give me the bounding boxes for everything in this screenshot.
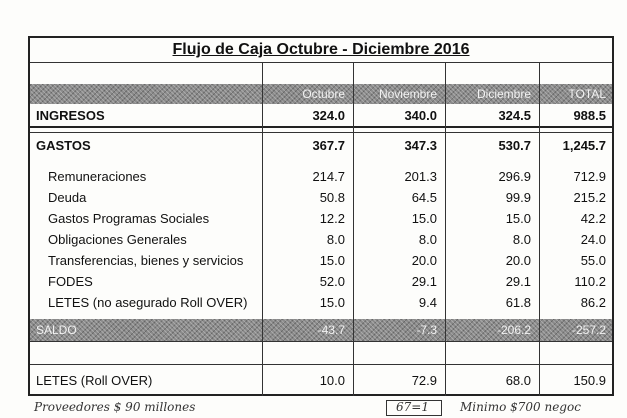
ingresos-row: [30, 104, 612, 126]
cell-value: 324.5: [498, 107, 531, 123]
row-label: Remuneraciones: [48, 169, 147, 184]
cell-value: 15.0: [411, 211, 437, 226]
cell-value: 1,245.7: [562, 137, 606, 153]
cell-value: 61.8: [505, 295, 531, 310]
handwritten-note: Proveedores $ 90 millones: [34, 400, 196, 414]
row-label: LETES (Roll OVER): [36, 372, 153, 388]
handwritten-note: Minimo $700 negoc: [460, 400, 581, 414]
cell-value: -7.3: [416, 323, 437, 337]
cell-value: 8.0: [326, 232, 345, 247]
cell-value: 99.9: [505, 190, 531, 205]
cell-value: 15.0: [319, 253, 345, 268]
cell-value: 340.0: [404, 107, 437, 123]
cell-value: 24.0: [580, 232, 606, 247]
row-label: Deuda: [48, 190, 87, 205]
cell-value: 15.0: [505, 211, 531, 226]
cell-value: 42.2: [580, 211, 606, 226]
col-header-total: TOTAL: [568, 87, 606, 101]
gastos-row: [30, 134, 612, 156]
cell-value: 296.9: [498, 169, 531, 184]
cell-value: 55.0: [580, 253, 606, 268]
table-row: [30, 292, 612, 313]
col-header-diciembre: Diciembre: [476, 87, 531, 101]
cell-value: 68.0: [505, 372, 531, 388]
cell-value: 214.7: [312, 169, 345, 184]
table-row: [30, 271, 612, 292]
cell-value: -206.2: [496, 323, 531, 337]
cash-flow-table: [28, 36, 614, 396]
cell-value: 712.9: [573, 169, 606, 184]
cell-value: 86.2: [580, 295, 606, 310]
saldo-row: [30, 319, 612, 341]
cell-value: 8.0: [418, 232, 437, 247]
cell-value: 110.2: [574, 274, 606, 289]
cell-value: -43.7: [317, 323, 345, 337]
cell-value: 64.5: [411, 190, 437, 205]
cell-value: 347.3: [404, 137, 437, 153]
row-label: LETES (no asegurado Roll OVER): [48, 295, 248, 310]
table-title: Flujo de Caja Octubre - Diciembre 2016: [30, 38, 612, 63]
cell-value: 324.0: [312, 107, 345, 123]
letes-roll-row: [30, 369, 612, 391]
cell-value: 52.0: [319, 274, 345, 289]
cell-value: 50.8: [319, 190, 345, 205]
cell-value: 20.0: [411, 253, 437, 268]
cell-value: 367.7: [312, 137, 345, 153]
cell-value: 29.1: [411, 274, 437, 289]
table-row: [30, 208, 612, 229]
cell-value: 8.0: [512, 232, 531, 247]
cell-value: 201.3: [404, 169, 437, 184]
cell-value: 215.2: [573, 190, 606, 205]
col-header-octubre: Octubre: [302, 87, 345, 101]
row-label: SALDO: [36, 323, 77, 337]
table-row: [30, 250, 612, 271]
cell-value: 530.7: [498, 137, 531, 153]
cell-value: 72.9: [411, 372, 437, 388]
row-label: Obligaciones Generales: [48, 232, 187, 247]
row-label: Gastos Programas Sociales: [48, 211, 210, 226]
row-label: Transferencias, bienes y servicios: [48, 253, 244, 268]
column-header-row: [30, 84, 612, 104]
table-row: [30, 187, 612, 208]
cell-value: 988.5: [573, 107, 606, 123]
row-label: GASTOS: [36, 137, 91, 153]
row-label: INGRESOS: [36, 107, 105, 123]
col-header-noviembre: Noviembre: [378, 87, 437, 101]
cell-value: 29.1: [505, 274, 531, 289]
table-row: [30, 229, 612, 250]
cell-value: 10.0: [319, 372, 345, 388]
row-label: FODES: [48, 274, 93, 289]
cell-value: 20.0: [505, 253, 531, 268]
cell-value: 150.9: [573, 372, 606, 388]
cell-value: 12.2: [319, 211, 345, 226]
cell-value: -257.2: [571, 323, 606, 337]
cell-value: 9.4: [418, 295, 437, 310]
handwritten-note: 67=1: [396, 400, 429, 414]
cell-value: 15.0: [319, 295, 345, 310]
table-row: [30, 166, 612, 187]
